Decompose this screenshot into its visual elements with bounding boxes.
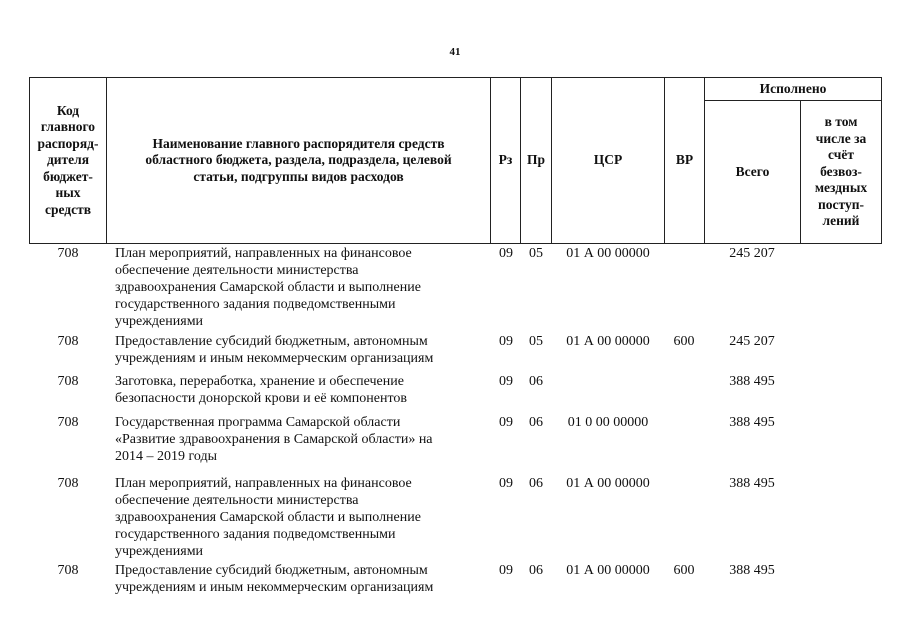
header-code: Код главного распоряд- дителя бюджет- ных средств	[37, 102, 99, 217]
header-csr: ЦСР	[593, 152, 623, 168]
row-csr: 01 0 00 00000	[567, 415, 649, 430]
row-code: 708	[57, 246, 79, 261]
row-total: 245 207	[729, 246, 775, 261]
row-total: 245 207	[729, 334, 775, 349]
header-right-border	[881, 77, 882, 244]
row-code: 708	[57, 563, 79, 578]
row-name: Предоставление субсидий бюджетным, автономным учреждениям и иным некоммерческим организациям	[115, 563, 434, 595]
row-name: Заготовка, переработка, хранение и обеспечение безопасности донорской крови и её компонентов	[115, 374, 408, 406]
row-rz: 09	[499, 476, 513, 491]
header-bottom-border	[29, 243, 882, 244]
row-code: 708	[57, 476, 79, 491]
row-pr: 05	[529, 334, 543, 349]
row-pr: 06	[529, 415, 543, 430]
header-pr: Пр	[526, 152, 545, 168]
row-rz: 09	[499, 246, 513, 261]
row-code: 708	[57, 374, 79, 389]
row-rz: 09	[499, 563, 513, 578]
row-total: 388 495	[729, 563, 775, 578]
header-total: Всего	[735, 163, 770, 179]
row-name: План мероприятий, направленных на финансовое обеспечение деятельности министерства здравоохранения Самарской области и выполнение государственного задания подведомственными учреждениями	[115, 246, 421, 329]
row-vr: 600	[673, 334, 695, 349]
row-csr: 01 А 00 00000	[566, 563, 650, 578]
row-name: План мероприятий, направленных на финансовое обеспечение деятельности министерства здравоохранения Самарской области и выполнение государственного задания подведомственными учреждениями	[115, 476, 421, 559]
row-total: 388 495	[729, 415, 775, 430]
row-pr: 06	[529, 374, 543, 389]
row-name: Предоставление субсидий бюджетным, автономным учреждениям и иным некоммерческим организациям	[115, 334, 434, 366]
row-csr: 01 А 00 00000	[566, 476, 650, 491]
row-vr: 600	[673, 563, 695, 578]
row-name: Государственная программа Самарской области «Развитие здравоохранения в Самарской области» на 2014 – 2019 годы	[115, 415, 433, 464]
header-executed: Исполнено	[759, 80, 827, 96]
row-code: 708	[57, 334, 79, 349]
header-name: Наименование главного распорядителя средств областного бюджета, раздела, подраздела, целевой статьи, подгруппы видов расходов	[145, 135, 452, 184]
header-rz: Рз	[498, 152, 513, 168]
row-total: 388 495	[729, 476, 775, 491]
row-csr: 01 А 00 00000	[566, 334, 650, 349]
header-vr: ВР	[675, 152, 694, 168]
row-rz: 09	[499, 334, 513, 349]
row-rz: 09	[499, 374, 513, 389]
row-total: 388 495	[729, 374, 775, 389]
row-rz: 09	[499, 415, 513, 430]
row-pr: 06	[529, 563, 543, 578]
page-number: 41	[449, 46, 461, 58]
row-pr: 06	[529, 476, 543, 491]
row-csr: 01 А 00 00000	[566, 246, 650, 261]
row-pr: 05	[529, 246, 543, 261]
header-including-grants: в том числе за счёт безвоз- мездных поступ- лений	[814, 114, 868, 229]
row-code: 708	[57, 415, 79, 430]
